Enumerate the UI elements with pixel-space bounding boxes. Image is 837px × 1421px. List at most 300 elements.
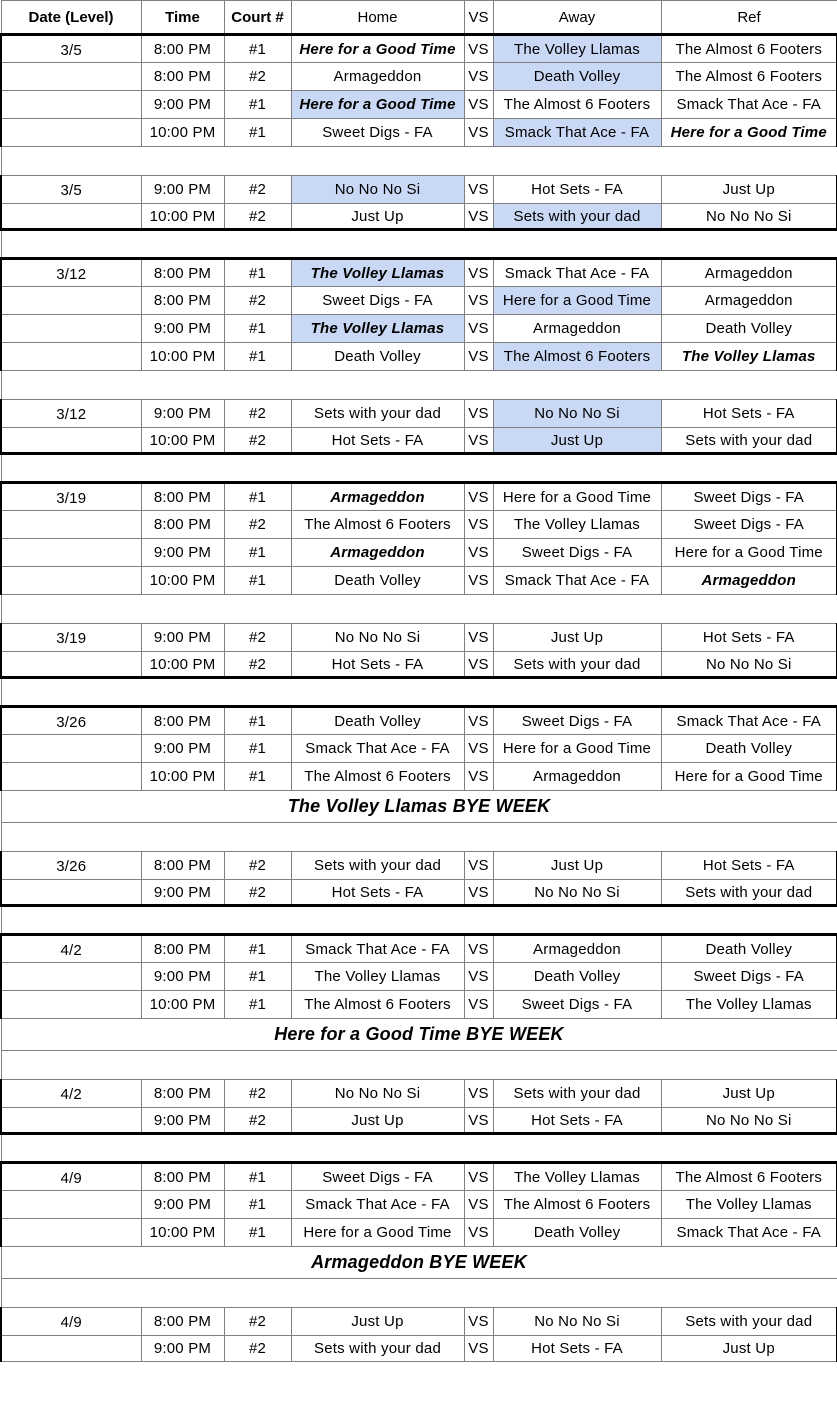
time-cell: 10:00 PM: [141, 991, 224, 1019]
spacer-cell: [1, 906, 837, 935]
home-team-cell: Death Volley: [291, 707, 464, 735]
ref-team-cell: Smack That Ace - FA: [661, 91, 837, 119]
home-team-cell: The Volley Llamas: [291, 963, 464, 991]
away-team-cell: The Volley Llamas: [493, 511, 661, 539]
time-cell: 10:00 PM: [141, 652, 224, 678]
bye-week-label: BYE WEEK: [466, 1024, 564, 1044]
time-cell: 8:00 PM: [141, 63, 224, 91]
header-row: [1, 1, 837, 35]
home-team-cell: Sets with your dad: [291, 400, 464, 428]
court-cell: #2: [224, 1108, 291, 1134]
date-cell: 4/9: [1, 1163, 141, 1191]
away-team-cell: Hot Sets - FA: [493, 176, 661, 204]
away-team-cell: Just Up: [493, 852, 661, 880]
game-row: [1, 763, 837, 791]
spacer-row: [1, 1134, 837, 1163]
away-team-cell: Armageddon: [493, 315, 661, 343]
away-team-cell: Smack That Ace - FA: [493, 567, 661, 595]
home-team-cell: Here for a Good Time: [291, 35, 464, 63]
court-cell: #1: [224, 539, 291, 567]
game-row: [1, 204, 837, 230]
away-team-cell: Smack That Ace - FA: [493, 119, 661, 147]
date-cell: [1, 1108, 141, 1134]
game-row: [1, 1219, 837, 1247]
header-away: Away: [493, 1, 661, 35]
home-team-cell: Sets with your dad: [291, 852, 464, 880]
ref-team-cell: No No No Si: [661, 1108, 837, 1134]
bye-team-name: Armageddon: [311, 1252, 425, 1272]
home-team-cell: Smack That Ace - FA: [291, 735, 464, 763]
date-cell: [1, 343, 141, 371]
court-cell: #2: [224, 204, 291, 230]
bye-week-label: BYE WEEK: [452, 796, 551, 816]
vs-cell: VS: [464, 1080, 493, 1108]
game-row: [1, 400, 837, 428]
away-team-cell: The Volley Llamas: [493, 35, 661, 63]
ref-team-cell: Armageddon: [661, 259, 837, 287]
away-team-cell: Hot Sets - FA: [493, 1336, 661, 1362]
time-cell: 9:00 PM: [141, 624, 224, 652]
court-cell: #1: [224, 1219, 291, 1247]
vs-cell: VS: [464, 400, 493, 428]
vs-cell: VS: [464, 259, 493, 287]
bye-week-row: [1, 1247, 837, 1279]
vs-cell: VS: [464, 1191, 493, 1219]
game-row: [1, 287, 837, 315]
date-cell: [1, 91, 141, 119]
game-row: [1, 735, 837, 763]
game-row: [1, 35, 837, 63]
time-cell: 9:00 PM: [141, 735, 224, 763]
time-cell: 10:00 PM: [141, 1219, 224, 1247]
time-cell: 8:00 PM: [141, 35, 224, 63]
ref-team-cell: Armageddon: [661, 287, 837, 315]
away-team-cell: Sets with your dad: [493, 1080, 661, 1108]
game-row: [1, 343, 837, 371]
away-team-cell: Sets with your dad: [493, 652, 661, 678]
header-time: Time: [141, 1, 224, 35]
vs-cell: VS: [464, 483, 493, 511]
spacer-cell: [1, 147, 837, 176]
ref-team-cell: The Volley Llamas: [661, 343, 837, 371]
date-cell: 4/2: [1, 1080, 141, 1108]
away-team-cell: No No No Si: [493, 1308, 661, 1336]
vs-cell: VS: [464, 935, 493, 963]
date-cell: 3/5: [1, 35, 141, 63]
time-cell: 8:00 PM: [141, 1308, 224, 1336]
court-cell: #2: [224, 400, 291, 428]
ref-team-cell: The Almost 6 Footers: [661, 1163, 837, 1191]
home-team-cell: Just Up: [291, 204, 464, 230]
court-cell: #2: [224, 624, 291, 652]
court-cell: #2: [224, 880, 291, 906]
court-cell: #1: [224, 763, 291, 791]
ref-team-cell: Hot Sets - FA: [661, 400, 837, 428]
spacer-row: [1, 1279, 837, 1308]
home-team-cell: Here for a Good Time: [291, 1219, 464, 1247]
game-row: [1, 852, 837, 880]
court-cell: #1: [224, 91, 291, 119]
time-cell: 8:00 PM: [141, 852, 224, 880]
header-court: Court #: [224, 1, 291, 35]
time-cell: 8:00 PM: [141, 1080, 224, 1108]
home-team-cell: Death Volley: [291, 343, 464, 371]
header-ref: Ref: [661, 1, 837, 35]
date-cell: 3/26: [1, 852, 141, 880]
date-cell: [1, 763, 141, 791]
time-cell: 8:00 PM: [141, 483, 224, 511]
spacer-cell: [1, 1134, 837, 1163]
game-row: [1, 1308, 837, 1336]
away-team-cell: Here for a Good Time: [493, 483, 661, 511]
home-team-cell: Armageddon: [291, 63, 464, 91]
court-cell: #1: [224, 259, 291, 287]
vs-cell: VS: [464, 991, 493, 1019]
vs-cell: VS: [464, 63, 493, 91]
vs-cell: VS: [464, 511, 493, 539]
away-team-cell: Sweet Digs - FA: [493, 539, 661, 567]
game-row: [1, 1163, 837, 1191]
time-cell: 9:00 PM: [141, 91, 224, 119]
time-cell: 8:00 PM: [141, 259, 224, 287]
court-cell: #1: [224, 1163, 291, 1191]
date-cell: [1, 735, 141, 763]
vs-cell: VS: [464, 763, 493, 791]
home-team-cell: The Almost 6 Footers: [291, 511, 464, 539]
ref-team-cell: Here for a Good Time: [661, 763, 837, 791]
game-row: [1, 963, 837, 991]
home-team-cell: Armageddon: [291, 539, 464, 567]
away-team-cell: Sets with your dad: [493, 204, 661, 230]
home-team-cell: Just Up: [291, 1308, 464, 1336]
ref-team-cell: Hot Sets - FA: [661, 624, 837, 652]
home-team-cell: No No No Si: [291, 1080, 464, 1108]
away-team-cell: No No No Si: [493, 400, 661, 428]
court-cell: #2: [224, 652, 291, 678]
court-cell: #1: [224, 567, 291, 595]
vs-cell: VS: [464, 880, 493, 906]
home-team-cell: The Volley Llamas: [291, 315, 464, 343]
ref-team-cell: No No No Si: [661, 652, 837, 678]
court-cell: #1: [224, 119, 291, 147]
home-team-cell: Armageddon: [291, 483, 464, 511]
court-cell: #1: [224, 935, 291, 963]
ref-team-cell: Sweet Digs - FA: [661, 511, 837, 539]
date-cell: [1, 287, 141, 315]
date-cell: 3/19: [1, 624, 141, 652]
game-row: [1, 483, 837, 511]
court-cell: #2: [224, 63, 291, 91]
vs-cell: VS: [464, 428, 493, 454]
game-row: [1, 991, 837, 1019]
away-team-cell: Death Volley: [493, 63, 661, 91]
spacer-cell: [1, 823, 837, 852]
away-team-cell: No No No Si: [493, 880, 661, 906]
court-cell: #1: [224, 707, 291, 735]
time-cell: 9:00 PM: [141, 400, 224, 428]
spacer-cell: [1, 454, 837, 483]
vs-cell: VS: [464, 567, 493, 595]
game-row: [1, 624, 837, 652]
date-cell: [1, 315, 141, 343]
spacer-row: [1, 823, 837, 852]
time-cell: 9:00 PM: [141, 963, 224, 991]
away-team-cell: Sweet Digs - FA: [493, 991, 661, 1019]
home-team-cell: Sets with your dad: [291, 1336, 464, 1362]
time-cell: 8:00 PM: [141, 707, 224, 735]
date-cell: [1, 963, 141, 991]
court-cell: #1: [224, 343, 291, 371]
date-cell: 3/26: [1, 707, 141, 735]
bye-week-label: BYE WEEK: [429, 1252, 527, 1272]
game-row: [1, 567, 837, 595]
home-team-cell: Sweet Digs - FA: [291, 1163, 464, 1191]
away-team-cell: The Volley Llamas: [493, 1163, 661, 1191]
court-cell: #2: [224, 428, 291, 454]
spacer-row: [1, 906, 837, 935]
court-cell: #1: [224, 735, 291, 763]
vs-cell: VS: [464, 1163, 493, 1191]
date-cell: [1, 63, 141, 91]
bye-week-cell: [1, 1247, 837, 1279]
bye-week-row: [1, 791, 837, 823]
game-row: [1, 315, 837, 343]
ref-team-cell: The Almost 6 Footers: [661, 35, 837, 63]
game-row: [1, 91, 837, 119]
vs-cell: VS: [464, 119, 493, 147]
court-cell: #2: [224, 1336, 291, 1362]
bye-week-cell: [1, 1019, 837, 1051]
home-team-cell: The Almost 6 Footers: [291, 763, 464, 791]
bye-week-cell: [1, 791, 837, 823]
vs-cell: VS: [464, 735, 493, 763]
vs-cell: VS: [464, 343, 493, 371]
header-home: Home: [291, 1, 464, 35]
game-row: [1, 935, 837, 963]
game-row: [1, 1080, 837, 1108]
ref-team-cell: Just Up: [661, 176, 837, 204]
time-cell: 9:00 PM: [141, 315, 224, 343]
home-team-cell: Here for a Good Time: [291, 91, 464, 119]
court-cell: #1: [224, 35, 291, 63]
ref-team-cell: Armageddon: [661, 567, 837, 595]
away-team-cell: Sweet Digs - FA: [493, 707, 661, 735]
spacer-row: [1, 147, 837, 176]
date-cell: 4/9: [1, 1308, 141, 1336]
ref-team-cell: Sweet Digs - FA: [661, 963, 837, 991]
ref-team-cell: Sets with your dad: [661, 1308, 837, 1336]
away-team-cell: The Almost 6 Footers: [493, 1191, 661, 1219]
away-team-cell: Death Volley: [493, 963, 661, 991]
time-cell: 8:00 PM: [141, 935, 224, 963]
vs-cell: VS: [464, 1336, 493, 1362]
vs-cell: VS: [464, 35, 493, 63]
away-team-cell: Armageddon: [493, 763, 661, 791]
time-cell: 8:00 PM: [141, 1163, 224, 1191]
away-team-cell: Armageddon: [493, 935, 661, 963]
spacer-row: [1, 678, 837, 707]
game-row: [1, 259, 837, 287]
ref-team-cell: Sets with your dad: [661, 880, 837, 906]
ref-team-cell: Death Volley: [661, 315, 837, 343]
away-team-cell: Hot Sets - FA: [493, 1108, 661, 1134]
spacer-cell: [1, 371, 837, 400]
away-team-cell: Here for a Good Time: [493, 735, 661, 763]
court-cell: #1: [224, 1191, 291, 1219]
spacer-row: [1, 595, 837, 624]
home-team-cell: No No No Si: [291, 624, 464, 652]
time-cell: 10:00 PM: [141, 763, 224, 791]
away-team-cell: The Almost 6 Footers: [493, 343, 661, 371]
game-row: [1, 539, 837, 567]
home-team-cell: The Almost 6 Footers: [291, 991, 464, 1019]
date-cell: 3/19: [1, 483, 141, 511]
time-cell: 10:00 PM: [141, 567, 224, 595]
time-cell: 10:00 PM: [141, 343, 224, 371]
date-cell: [1, 652, 141, 678]
date-cell: [1, 1191, 141, 1219]
spacer-row: [1, 454, 837, 483]
ref-team-cell: Sets with your dad: [661, 428, 837, 454]
ref-team-cell: Just Up: [661, 1336, 837, 1362]
date-cell: [1, 880, 141, 906]
header-vs: VS: [464, 1, 493, 35]
date-cell: 3/5: [1, 176, 141, 204]
home-team-cell: Sweet Digs - FA: [291, 287, 464, 315]
home-team-cell: Smack That Ace - FA: [291, 1191, 464, 1219]
game-row: [1, 652, 837, 678]
date-cell: [1, 991, 141, 1019]
court-cell: #2: [224, 1080, 291, 1108]
vs-cell: VS: [464, 539, 493, 567]
time-cell: 9:00 PM: [141, 539, 224, 567]
vs-cell: VS: [464, 204, 493, 230]
date-cell: [1, 1336, 141, 1362]
date-cell: [1, 1219, 141, 1247]
time-cell: 10:00 PM: [141, 204, 224, 230]
away-team-cell: Here for a Good Time: [493, 287, 661, 315]
game-row: [1, 880, 837, 906]
spacer-cell: [1, 678, 837, 707]
schedule-body: [1, 35, 837, 1362]
court-cell: #2: [224, 511, 291, 539]
court-cell: #1: [224, 315, 291, 343]
ref-team-cell: Sweet Digs - FA: [661, 483, 837, 511]
game-row: [1, 176, 837, 204]
bye-team-name: Here for a Good Time: [274, 1024, 461, 1044]
home-team-cell: Smack That Ace - FA: [291, 935, 464, 963]
home-team-cell: No No No Si: [291, 176, 464, 204]
ref-team-cell: Hot Sets - FA: [661, 852, 837, 880]
time-cell: 9:00 PM: [141, 880, 224, 906]
ref-team-cell: Just Up: [661, 1080, 837, 1108]
vs-cell: VS: [464, 91, 493, 119]
spacer-cell: [1, 1279, 837, 1308]
ref-team-cell: Here for a Good Time: [661, 119, 837, 147]
ref-team-cell: No No No Si: [661, 204, 837, 230]
game-row: [1, 119, 837, 147]
ref-team-cell: The Volley Llamas: [661, 1191, 837, 1219]
game-row: [1, 707, 837, 735]
court-cell: #2: [224, 287, 291, 315]
away-team-cell: Just Up: [493, 428, 661, 454]
home-team-cell: The Volley Llamas: [291, 259, 464, 287]
vs-cell: VS: [464, 287, 493, 315]
ref-team-cell: The Almost 6 Footers: [661, 63, 837, 91]
date-cell: 3/12: [1, 259, 141, 287]
bye-week-row: [1, 1019, 837, 1051]
game-row: [1, 1191, 837, 1219]
date-cell: [1, 119, 141, 147]
spacer-cell: [1, 230, 837, 259]
bye-team-name: The Volley Llamas: [287, 796, 448, 816]
away-team-cell: Death Volley: [493, 1219, 661, 1247]
date-cell: 3/12: [1, 400, 141, 428]
ref-team-cell: Smack That Ace - FA: [661, 707, 837, 735]
away-team-cell: The Almost 6 Footers: [493, 91, 661, 119]
home-team-cell: Sweet Digs - FA: [291, 119, 464, 147]
spacer-cell: [1, 1051, 837, 1080]
time-cell: 9:00 PM: [141, 176, 224, 204]
game-row: [1, 428, 837, 454]
time-cell: 8:00 PM: [141, 511, 224, 539]
time-cell: 9:00 PM: [141, 1191, 224, 1219]
ref-team-cell: Here for a Good Time: [661, 539, 837, 567]
vs-cell: VS: [464, 1308, 493, 1336]
date-cell: 4/2: [1, 935, 141, 963]
away-team-cell: Smack That Ace - FA: [493, 259, 661, 287]
time-cell: 10:00 PM: [141, 428, 224, 454]
date-cell: [1, 428, 141, 454]
game-row: [1, 1336, 837, 1362]
ref-team-cell: Death Volley: [661, 735, 837, 763]
vs-cell: VS: [464, 624, 493, 652]
vs-cell: VS: [464, 176, 493, 204]
game-row: [1, 511, 837, 539]
vs-cell: VS: [464, 652, 493, 678]
home-team-cell: Hot Sets - FA: [291, 652, 464, 678]
header-date: Date (Level): [1, 1, 141, 35]
game-row: [1, 1108, 837, 1134]
vs-cell: VS: [464, 1219, 493, 1247]
date-cell: [1, 567, 141, 595]
date-cell: [1, 511, 141, 539]
time-cell: 9:00 PM: [141, 1336, 224, 1362]
court-cell: #2: [224, 176, 291, 204]
spacer-cell: [1, 595, 837, 624]
time-cell: 8:00 PM: [141, 287, 224, 315]
court-cell: #1: [224, 991, 291, 1019]
spacer-row: [1, 230, 837, 259]
vs-cell: VS: [464, 315, 493, 343]
home-team-cell: Death Volley: [291, 567, 464, 595]
vs-cell: VS: [464, 1108, 493, 1134]
court-cell: #2: [224, 1308, 291, 1336]
spacer-row: [1, 371, 837, 400]
vs-cell: VS: [464, 963, 493, 991]
ref-team-cell: The Volley Llamas: [661, 991, 837, 1019]
date-cell: [1, 539, 141, 567]
home-team-cell: Hot Sets - FA: [291, 428, 464, 454]
home-team-cell: Just Up: [291, 1108, 464, 1134]
ref-team-cell: Smack That Ace - FA: [661, 1219, 837, 1247]
vs-cell: VS: [464, 707, 493, 735]
time-cell: 10:00 PM: [141, 119, 224, 147]
date-cell: [1, 204, 141, 230]
home-team-cell: Hot Sets - FA: [291, 880, 464, 906]
vs-cell: VS: [464, 852, 493, 880]
time-cell: 9:00 PM: [141, 1108, 224, 1134]
